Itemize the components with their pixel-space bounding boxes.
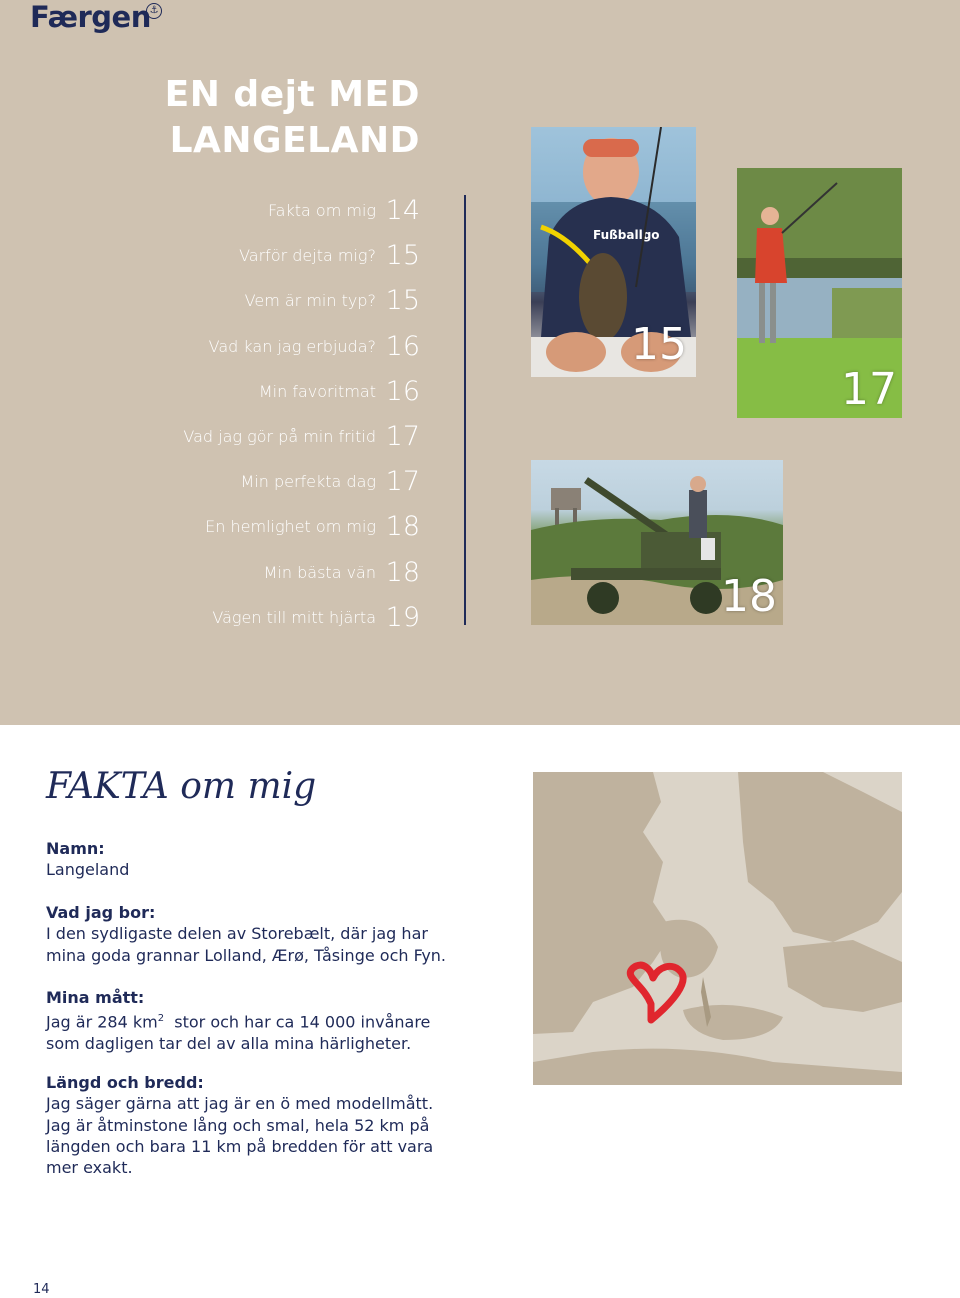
toc-item-page: 18 [385, 556, 420, 588]
fact-location [46, 902, 486, 966]
fact-label: Mina mått: [46, 988, 145, 1007]
photo-page-number: 15 [631, 319, 687, 370]
fact-text-part: Jag är 284 km [46, 1012, 158, 1032]
toc-item-page: 17 [385, 421, 420, 453]
toc-item[interactable] [90, 278, 420, 323]
toc-item-page: 16 [385, 375, 420, 407]
section-title: FAKTA om mig [46, 766, 317, 807]
toc-item[interactable] [90, 324, 420, 369]
toc-item-page: 19 [385, 601, 420, 633]
toc-item-page: 15 [385, 285, 420, 317]
toc-item[interactable] [90, 459, 420, 504]
toc-item-label: Min perfekta dag [240, 472, 376, 492]
photo-page-number: 17 [841, 364, 897, 415]
anchor-icon: ⚓ [146, 3, 162, 19]
toc-item-label: Vad jag gör på min fritid [183, 427, 376, 447]
fact-label: Namn: [46, 839, 105, 858]
page-title-line1: EN dejt MED [164, 74, 420, 115]
toc-item-page: 18 [385, 511, 420, 543]
page-title [165, 72, 420, 164]
toc-item-label: Vem är min typ? [244, 291, 376, 311]
toc-item-label: Min favoritmat [258, 381, 376, 401]
photo-cannon [531, 460, 783, 625]
table-of-contents [90, 188, 420, 640]
toc-item[interactable] [90, 550, 420, 595]
fact-text: Langeland [46, 860, 130, 880]
fact-name [46, 838, 486, 881]
fact-label: Längd och bredd: [46, 1073, 204, 1092]
fact-text: I den sydligaste delen av Storebælt, där jag har mina goda grannar Lolland, Ærø, Tåsinge och Fyn. [46, 924, 447, 965]
toc-item-page: 14 [385, 195, 420, 227]
toc-item-label: Vad kan jag erbjuda? [208, 336, 376, 356]
fact-text: som dagligen tar del av alla mina härligheter. [46, 1033, 412, 1053]
toc-item-label: Fakta om mig [267, 201, 376, 221]
fact-size [46, 987, 486, 1054]
photo-page-number: 18 [721, 571, 777, 622]
page-title-line2: LANGELAND [169, 120, 420, 161]
toc-item[interactable] [90, 504, 420, 549]
toc-item-page: 15 [385, 240, 420, 272]
toc-item-label: Varför dejta mig? [239, 246, 376, 266]
toc-item[interactable] [90, 595, 420, 640]
fact-label: Vad jag bor: [46, 903, 156, 922]
toc-item[interactable] [90, 188, 420, 233]
toc-divider [464, 195, 466, 625]
toc-item[interactable] [90, 414, 420, 459]
toc-item[interactable] [90, 369, 420, 414]
superscript: 2 [157, 1013, 165, 1025]
fact-dimensions [46, 1072, 486, 1178]
toc-item[interactable] [90, 233, 420, 278]
denmark-map [533, 772, 902, 1085]
photo-fishing [531, 127, 696, 377]
fact-text: Jag säger gärna att jag är en ö med modellmått. Jag är åtminstone lång och smal, hela 52 km på längden och bara 11 km på bredden för att vara mer exakt. [46, 1094, 434, 1178]
toc-item-page: 16 [385, 330, 420, 362]
toc-item-label: Vägen till mitt hjärta [212, 607, 376, 627]
toc-item-label: En hemlighet om mig [205, 517, 376, 537]
map-illustration [533, 772, 902, 1085]
toc-item-label: Min bästa vän [263, 562, 376, 582]
fact-text-part: stor och har ca 14 000 invånare [164, 1012, 431, 1032]
fact-text [46, 1008, 486, 1033]
toc-item-page: 17 [385, 466, 420, 498]
logo: Færgen [30, 0, 151, 34]
shirt-text: Fußballgo [593, 228, 660, 242]
page-number: 14 [33, 1282, 50, 1297]
photo-golf [737, 168, 902, 418]
